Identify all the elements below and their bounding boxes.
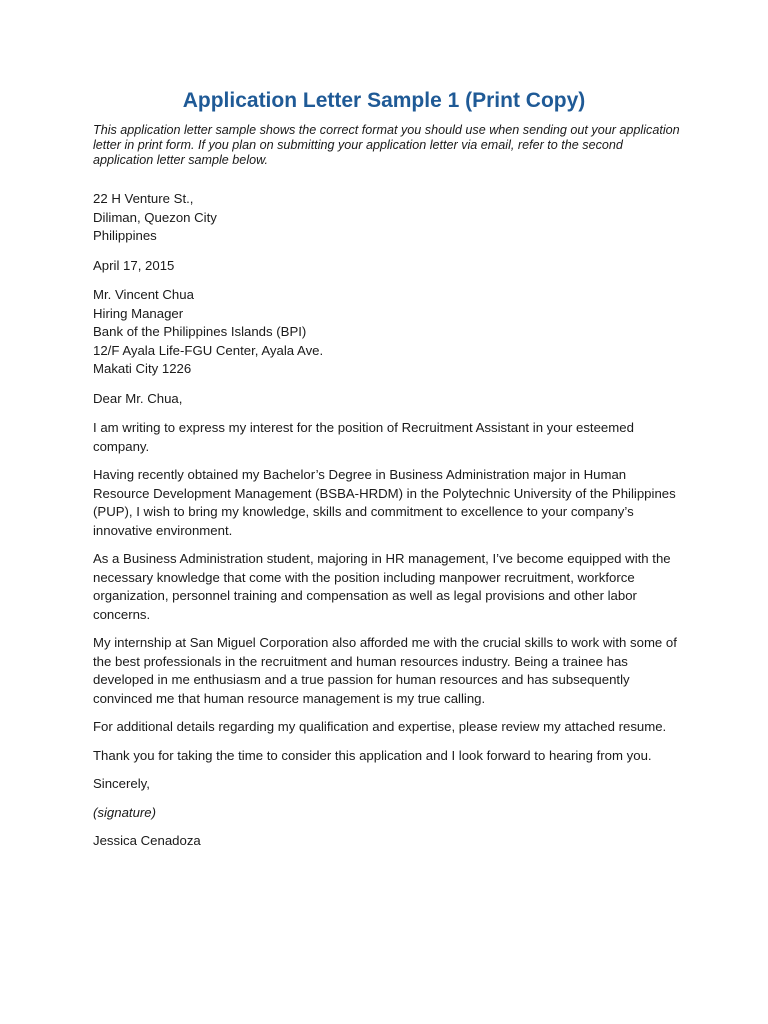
- intro-text: This application letter sample shows the correct format you should use when sending out your application letter in print form. If you plan on submitting your application letter via email, refer to the second application letter sample below.: [93, 123, 680, 167]
- body-paragraph: For additional details regarding my qualification and expertise, please review my attached resume.: [93, 719, 667, 734]
- recipient-line: Makati City 1226: [93, 361, 192, 376]
- salutation: [93, 390, 683, 409]
- sender-address: [93, 190, 683, 246]
- letter-page: [93, 88, 683, 861]
- signature: (signature): [93, 804, 157, 820]
- body-paragraph: Thank you for taking the time to consider this application and I look forward to hearing from you.: [93, 747, 652, 763]
- body-paragraph: My internship at San Miguel Corporation also afforded me with the crucial skills to work with some of the best professionals in the recruitment and human resources industry. Being a trainee has developed in me enthusiasm and a true passion for human resources and has subsequently convinced me that human resource management is my true calling.: [93, 635, 677, 706]
- sender-address-line: 22 H Venture St.,: [93, 191, 194, 206]
- page-title: Application Letter Sample 1 (Print Copy): [182, 89, 586, 112]
- sender-address-line: Philippines: [93, 228, 157, 243]
- body-paragraph: I am writing to express my interest for the position of Recruitment Assistant in your esteemed company.: [93, 420, 634, 454]
- letter-date: [93, 257, 683, 276]
- date-text: April 17, 2015: [93, 257, 175, 273]
- recipient-line: Hiring Manager: [93, 305, 184, 321]
- sender-address-line: Diliman, Quezon City: [93, 209, 217, 225]
- closing: Sincerely,: [93, 776, 150, 791]
- recipient-address: [93, 286, 683, 379]
- recipient-line: Bank of the Philippines Islands (BPI): [93, 324, 307, 339]
- body-paragraph: As a Business Administration student, majoring in HR management, I’ve become equipped with the necessary knowledge that come with the position including manpower recruitment, workforce organization, personnel training and compensation as well as legal provisions and other labor concerns.: [93, 551, 671, 622]
- recipient-line: Mr. Vincent Chua: [93, 287, 194, 302]
- recipient-line: 12/F Ayala Life-FGU Center, Ayala Ave.: [93, 342, 324, 358]
- body-paragraph: Having recently obtained my Bachelor’s Degree in Business Administration major in Human Resource Development Management (BSBA-HRDM) in the Polytechnic University of the Philippines (PUP), I wish to bring my knowledge, skills and commitment to excellence to your company’s innovative environment.: [93, 467, 676, 538]
- salutation-text: Dear Mr. Chua,: [93, 390, 183, 406]
- sender-name: Jessica Cenadoza: [93, 833, 201, 848]
